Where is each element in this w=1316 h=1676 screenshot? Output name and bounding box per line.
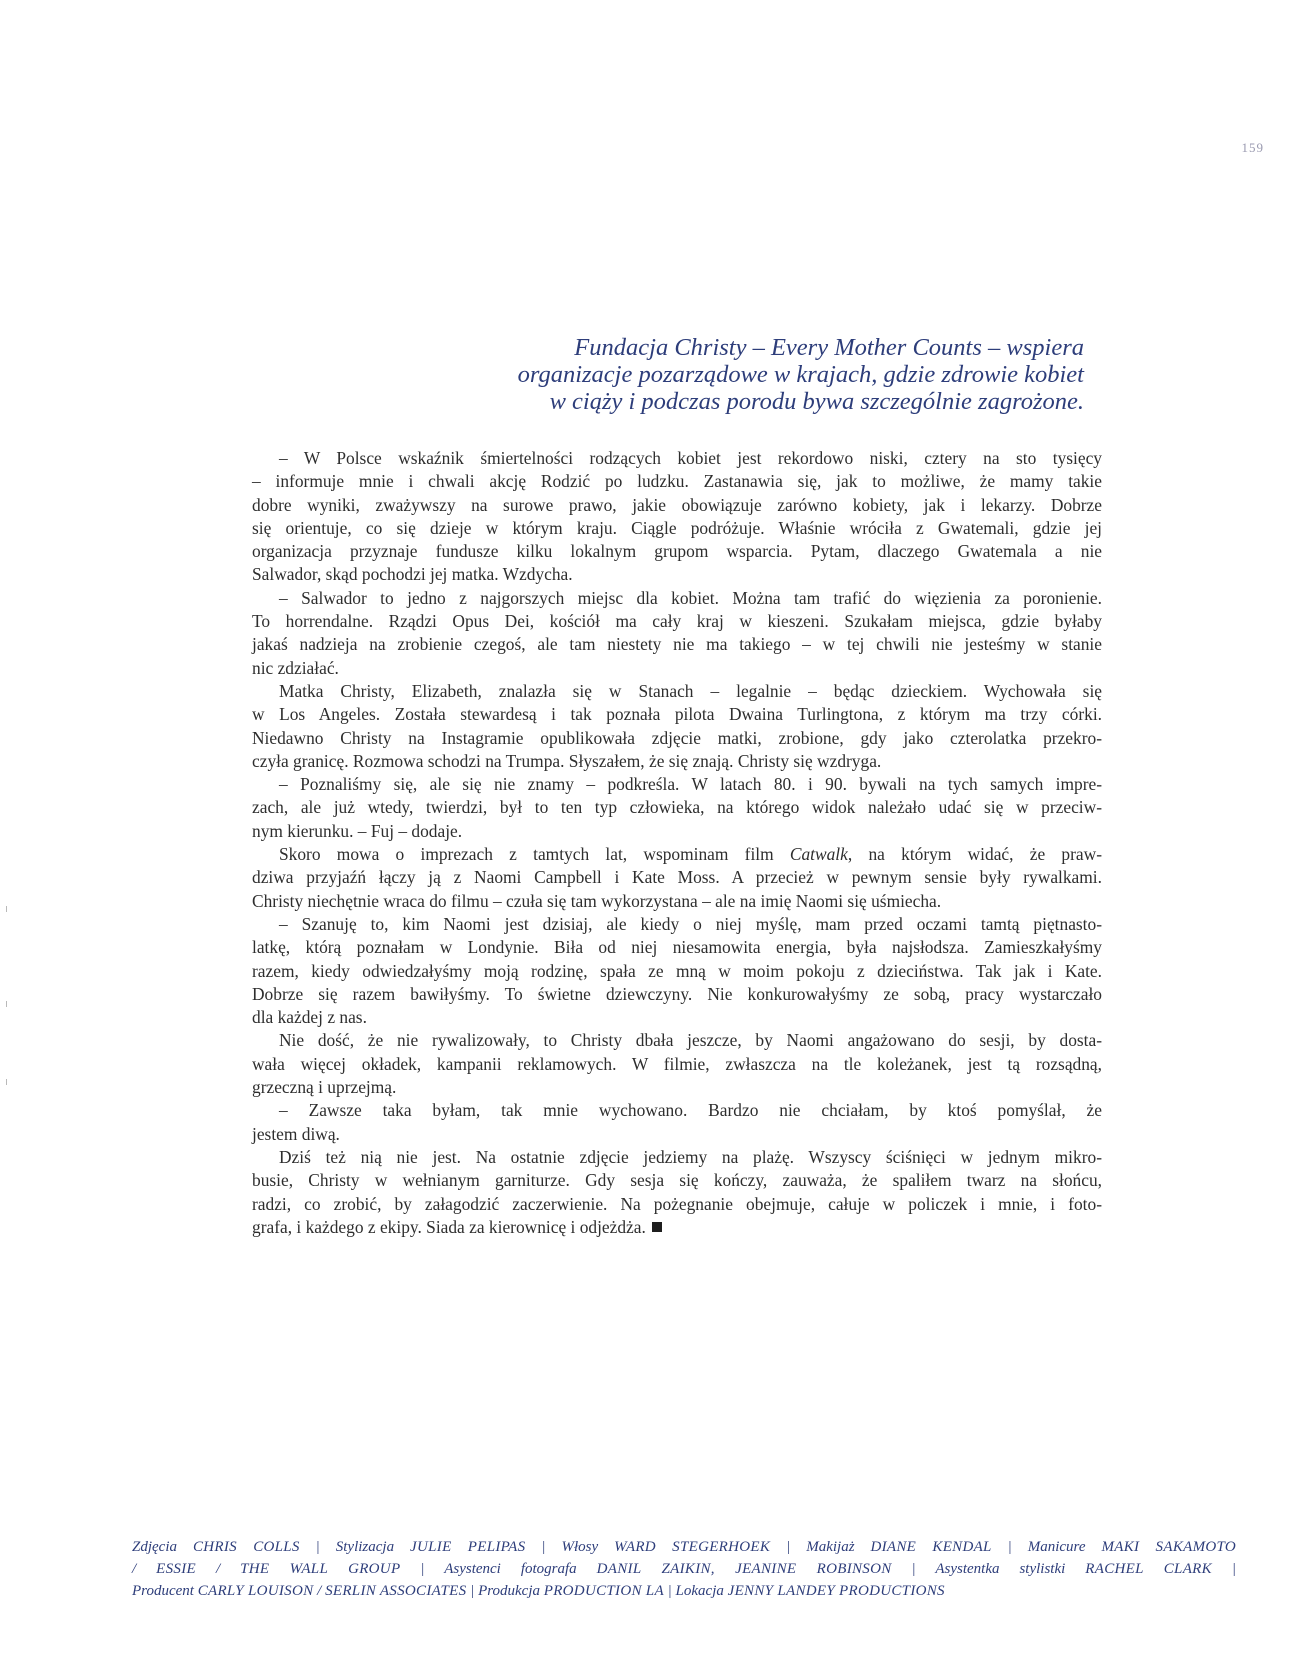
credit-name: ESSIE — [156, 1561, 196, 1577]
credits-line: Producent CARLY LOUISON / SERLIN ASSOCIATES | Produkcja PRODUCTION LA | Lokacja JENNY LANDEY PRODUCTIONS — [132, 1583, 945, 1599]
article-line: To horrendalne. Rządzi Opus Dei, kościół ma cały kraj w kieszeni. Szukałam miejsca, gdzie byłaby — [252, 611, 1102, 632]
article-line-text: grafa, i każdego z ekipy. Siada za kierownicę i odjeżdża. — [252, 1216, 646, 1237]
credit-name: DIANE KENDAL — [870, 1539, 992, 1555]
article-line-with-film-title — [252, 843, 1102, 866]
pull-quote-line: w ciąży i podczas porodu bywa szczególnie zagrożone. — [549, 388, 1084, 415]
credit-label: Zdjęcia — [132, 1539, 177, 1555]
credit-name: PRODUCTION LA — [543, 1583, 664, 1599]
credit-name: JENNY LANDEY PRODUCTIONS — [727, 1583, 945, 1599]
article-line: razem, kiedy odwiedzałyśmy moją rodzinę, spała ze mną w moim pokoju z dzieciństwa. Tak jak i Kate. — [252, 960, 1102, 981]
credits-line: Zdjęcia CHRIS COLLS | Stylizacja JULIE PELIPAS | Włosy WARD STEGERHOEK | Makijaż DIANE KENDAL | Manicure MAKI SAKAMOTO — [132, 1539, 1237, 1555]
credit-label: Asystenci fotografa — [444, 1561, 577, 1577]
article-line: – Zawsze taka byłam, tak mnie wychowano. Bardzo nie chciałam, by ktoś pomyślał, że — [279, 1100, 1102, 1121]
article-line: dla każdej z nas. — [252, 1007, 367, 1028]
article-line: organizacja przyznaje fundusze kilku lokalnym grupom wsparcia. Pytam, dlaczego Gwatemala a nie — [252, 541, 1102, 562]
credit-label: Lokacja — [675, 1583, 724, 1599]
margin-scan-mark — [6, 906, 7, 912]
margin-scan-mark — [6, 1079, 7, 1085]
article-line: – Salwador to jedno z najgorszych miejsc dla kobiet. Można tam trafić do więzienia za poronienie. — [279, 587, 1102, 608]
article-line: – W Polsce wskaźnik śmiertelności rodzących kobiet jest rekordowo niski, cztery na sto tysięcy — [279, 448, 1102, 468]
credit-label: Produkcja — [478, 1583, 540, 1599]
credit-label: Asystentka stylistki — [935, 1561, 1066, 1577]
photo-credits — [132, 1536, 1236, 1602]
end-of-article-square-icon — [652, 1222, 662, 1232]
page-number: 159 — [1241, 140, 1264, 155]
credit-name: RACHEL CLARK — [1085, 1561, 1212, 1577]
pull-quote — [470, 334, 1084, 415]
credit-name: SERLIN ASSOCIATES — [325, 1583, 467, 1599]
credit-name: DANIL ZAIKIN, JEANINE ROBINSON — [596, 1561, 892, 1577]
article-line: Matka Christy, Elizabeth, znalazła się w Stanach – legalnie – będąc dzieckiem. Wychowała się — [279, 680, 1102, 701]
article-line: Niedawno Christy na Instagramie opublikowała zdjęcie matki, zrobione, gdy jako czterolatka przekro- — [252, 727, 1102, 748]
article-line: jestem diwą. — [252, 1123, 340, 1144]
pull-quote-line: Fundacja Christy – Every Mother Counts – wspiera — [574, 334, 1084, 361]
article-line: latkę, którą poznałam w Londynie. Biła od niej niesamowita energia, była najsłodsza. Zamieszkałyśmy — [252, 937, 1102, 958]
article-line-text: Skoro mowa o imprezach z tamtych lat, wspominam film Catwalk, na którym widać, że praw- — [279, 844, 1102, 865]
article-line: Christy niechętnie wraca do filmu – czuła się tam wykorzystana – ale na imię Naomi się uśmiecha. — [252, 890, 942, 911]
article-final-line — [252, 1216, 1102, 1239]
article-line: Dziś też nią nie jest. Na ostatnie zdjęcie jedziemy na plażę. Wszyscy ściśnięci w jednym mikro- — [279, 1146, 1102, 1167]
credit-label: Makijaż — [806, 1539, 855, 1555]
article-line: busie, Christy w wełnianym garniturze. Gdy sesja się kończy, zauważa, że spaliłem twarz na słońcu, — [252, 1170, 1102, 1191]
credit-name: CARLY LOUISON — [197, 1583, 314, 1599]
article-line: Salwador, skąd pochodzi jej matka. Wzdycha. — [252, 564, 573, 585]
article-line: dobre wyniki, zważywszy na surowe prawo, jakie obowiązuje zarówno kobiety, jak i lekarzy. Dobrze — [252, 494, 1102, 515]
credit-label: Włosy — [561, 1539, 599, 1555]
margin-scan-mark — [6, 1001, 7, 1007]
credits-line: / ESSIE / THE WALL GROUP | Asystenci fotografa DANIL ZAIKIN, JEANINE ROBINSON | Asystentka stylistki RACHEL CLARK | — [132, 1561, 1237, 1577]
credit-name: MAKI SAKAMOTO — [1101, 1539, 1237, 1555]
credit-name: CHRIS COLLS — [192, 1539, 300, 1555]
article-line: się orientuje, co się dzieje w którym kraju. Ciągle podróżuje. Właśnie wróciła z Gwatemali, gdzie jej — [252, 517, 1102, 538]
article-line: – informuje mnie i chwali akcję Rodzić po ludzku. Zastanawia się, jak to możliwe, że mamy takie — [252, 471, 1102, 492]
article-line: nic zdziałać. — [252, 657, 339, 678]
article-line: czyła granicę. Rozmowa schodzi na Trumpa. Słyszałem, że się znają. Christy się wzdryga. — [252, 750, 882, 771]
article-body — [252, 447, 1102, 1239]
credit-label: Producent — [132, 1583, 194, 1599]
article-line: grzeczną i uprzejmą. — [252, 1077, 397, 1098]
article-line: radzi, co zrobić, by załagodzić zaczerwienie. Na pożegnanie obejmuje, całuje w policzek i mnie, i foto- — [252, 1193, 1102, 1214]
pull-quote-line: organizacje pozarządowe w krajach, gdzie zdrowie kobiet — [517, 361, 1084, 388]
credit-label: Manicure — [1027, 1539, 1086, 1555]
article-line: nym kierunku. – Fuj – dodaje. — [252, 820, 463, 841]
article-line: wała więcej okładek, kampanii reklamowych. W filmie, zwłaszcza na tle koleżanek, jest tą rozsądną, — [252, 1053, 1102, 1074]
article-line: – Poznaliśmy się, ale się nie znamy – podkreśla. W latach 80. i 90. bywali na tych samych impre- — [279, 774, 1102, 795]
article-line: dziwa przyjaźń łączy ją z Naomi Campbell i Kate Moss. A przecież w pewnym sensie były rywalkami. — [252, 867, 1102, 888]
credit-name: JULIE PELIPAS — [410, 1539, 526, 1555]
article-line: w Los Angeles. Została stewardesą i tak poznała pilota Dwaina Turlingtona, z którym ma trzy córki. — [252, 704, 1102, 725]
article-line: Nie dość, że nie rywalizowały, to Christy dbała jeszcze, by Naomi angażowano do sesji, by dosta- — [279, 1030, 1102, 1051]
article-line: Dobrze się razem bawiłyśmy. To świetne dziewczyny. Nie konkurowałyśmy ze sobą, pracy wystarczało — [252, 983, 1102, 1004]
article-line: – Szanuję to, kim Naomi jest dzisiaj, ale kiedy o niej myślę, mam przed oczami tamtą piętnasto- — [279, 913, 1102, 934]
article-line: jakaś nadzieja na zrobienie czegoś, ale tam niestety nie ma takiego – w tej chwili nie jesteśmy w stanie — [252, 634, 1102, 655]
credit-label: Stylizacja — [335, 1539, 395, 1555]
article-line: zach, ale już wtedy, twierdzi, był to ten typ człowieka, na którego widok należało udać się w przeciw- — [252, 797, 1102, 818]
credit-name: WARD STEGERHOEK — [614, 1539, 771, 1555]
film-title: Catwalk — [789, 844, 848, 865]
credit-name: THE WALL GROUP — [240, 1561, 401, 1577]
